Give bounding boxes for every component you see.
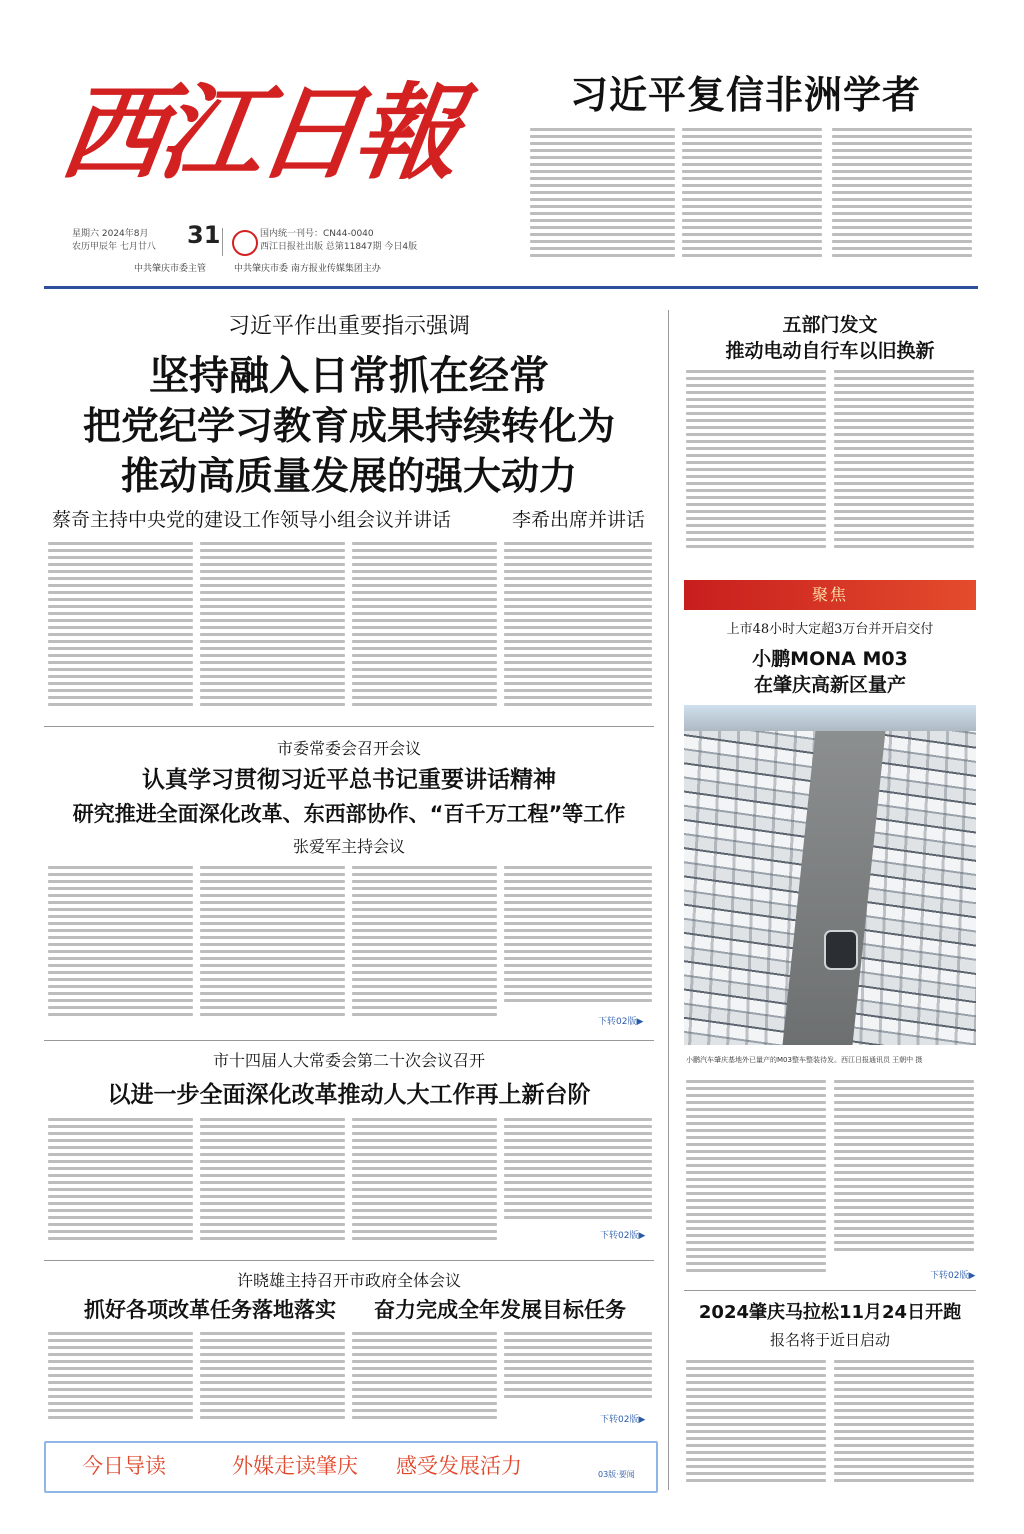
lead-headline-2[interactable]: 把党纪学习教育成果持续转化为 xyxy=(82,404,615,448)
top-story-column-3 xyxy=(832,128,972,262)
lead-headline-3[interactable]: 推动高质量发展的强大动力 xyxy=(120,454,577,498)
top-story-column-1 xyxy=(530,128,675,262)
right-story1-headline-2[interactable]: 推动电动自行车以旧换新 xyxy=(725,340,935,362)
right-story3-subhead[interactable]: 报名将于近日启动 xyxy=(769,1331,890,1349)
masthead-title: 西江日報 xyxy=(53,71,463,194)
story3-column-4 xyxy=(504,1118,652,1222)
right-story2-headline-2[interactable]: 在肇庆高新区量产 xyxy=(753,674,906,696)
factory-cars-photo xyxy=(684,705,976,1045)
top-story-headline[interactable]: 习近平复信非洲学者 xyxy=(570,73,922,117)
story4-headline-right[interactable]: 奋力完成全年发展目标任务 xyxy=(374,1298,626,1322)
story3-column-2 xyxy=(200,1118,345,1246)
lead-column-1 xyxy=(48,542,193,714)
right-section-rule xyxy=(684,1290,976,1291)
date-line-2: 农历甲辰年 七月廿八 xyxy=(72,242,156,252)
right-story1-headline-1[interactable]: 五部门发文 xyxy=(782,314,878,336)
section-rule-2 xyxy=(44,1040,654,1041)
story2-column-2 xyxy=(200,866,345,1026)
todays-guide-box[interactable] xyxy=(44,1441,658,1493)
story4-column-2 xyxy=(200,1332,345,1428)
day-number: 31 xyxy=(187,221,221,249)
story3-column-3 xyxy=(352,1118,497,1246)
story2-headline-1[interactable]: 认真学习贯彻习近平总书记重要讲话精神 xyxy=(142,767,556,793)
section-rule-3 xyxy=(44,1260,654,1261)
lead-subhead-right[interactable]: 李希出席并讲话 xyxy=(512,509,646,531)
right-story2-column-1 xyxy=(686,1080,826,1278)
lead-column-2 xyxy=(200,542,345,714)
guide-headline-2[interactable]: 感受发展活力 xyxy=(396,1454,522,1478)
publisher-line: 西江日报社出版 总第11847期 今日4版 xyxy=(260,242,418,252)
section-banner-label: 聚焦 xyxy=(811,585,848,604)
story4-continue-link[interactable]: 下转02版▶ xyxy=(600,1415,646,1425)
right-story2-headline-1[interactable]: 小鹏MONA M03 xyxy=(752,648,908,670)
lead-column-3 xyxy=(352,542,497,714)
section-rule-1 xyxy=(44,726,654,727)
photo-road xyxy=(782,731,885,1045)
story4-column-4 xyxy=(504,1332,652,1412)
story3-kicker[interactable]: 市十四届人大常委会第二十次会议召开 xyxy=(212,1051,485,1070)
story2-column-3 xyxy=(352,866,497,1026)
guide-page-ref[interactable]: 03版·要闻 xyxy=(598,1470,635,1479)
right-story2-kicker[interactable]: 上市48小时大定超3万台并开启交付 xyxy=(726,622,934,637)
story3-column-1 xyxy=(48,1118,193,1246)
lead-headline-1[interactable]: 坚持融入日常抓在经常 xyxy=(149,353,549,399)
story3-continue-link[interactable]: 下转02版▶ xyxy=(600,1231,646,1241)
guide-label: 今日导读 xyxy=(82,1454,166,1478)
story2-column-1 xyxy=(48,866,193,1026)
date-divider xyxy=(222,228,223,256)
masthead-rule xyxy=(44,286,978,289)
right-story3-headline[interactable]: 2024肇庆马拉松11月24日开跑 xyxy=(698,1302,962,1323)
photo-dark-car xyxy=(824,930,858,970)
story2-kicker[interactable]: 市委常委会召开会议 xyxy=(276,739,421,758)
story2-subhead[interactable]: 张爱军主持会议 xyxy=(292,837,405,856)
photo-sky xyxy=(684,705,976,731)
story4-kicker[interactable]: 许晓雄主持召开市政府全体会议 xyxy=(236,1271,461,1290)
story2-headline-2[interactable]: 研究推进全面深化改革、东西部协作、“百千万工程”等工作 xyxy=(72,802,626,826)
top-story-column-2 xyxy=(682,128,822,262)
right-story2-column-2 xyxy=(834,1080,974,1262)
lead-kicker[interactable]: 习近平作出重要指示强调 xyxy=(227,314,470,339)
date-line-1: 星期六 2024年8月 xyxy=(72,229,149,239)
column-divider xyxy=(668,310,669,1490)
lead-column-4 xyxy=(504,542,652,714)
masthead-logo xyxy=(53,58,492,208)
right-story1-column-2 xyxy=(834,370,974,556)
guide-headline-1[interactable]: 外媒走读肇庆 xyxy=(232,1454,358,1478)
story4-headline-left[interactable]: 抓好各项改革任务落地落实 xyxy=(84,1298,336,1322)
newspaper-emblem-icon xyxy=(232,230,258,256)
section-banner xyxy=(684,580,976,610)
photo-caption: 小鹏汽车肇庆基地外已量产的M03整车整装待发。西江日报通讯员 王朝中 摄 xyxy=(686,1056,923,1064)
sponsor-right: 中共肇庆市委 南方报业传媒集团主办 xyxy=(234,264,381,274)
right-story2-continue-link[interactable]: 下转02版▶ xyxy=(930,1271,976,1281)
right-story3-column-1 xyxy=(686,1360,826,1488)
right-story1-column-1 xyxy=(686,370,826,556)
story3-headline[interactable]: 以进一步全面深化改革推动人大工作再上新台阶 xyxy=(107,1082,591,1108)
story2-column-4 xyxy=(504,866,652,1008)
story4-column-3 xyxy=(352,1332,497,1428)
lead-subhead-left[interactable]: 蔡奇主持中央党的建设工作领导小组会议并讲话 xyxy=(52,509,452,531)
right-story3-column-2 xyxy=(834,1360,974,1488)
sponsor-left: 中共肇庆市委主管 xyxy=(134,264,207,274)
story2-continue-link[interactable]: 下转02版▶ xyxy=(598,1017,644,1027)
story4-column-1 xyxy=(48,1332,193,1428)
cn-number: 国内统一刊号：CN44-0040 xyxy=(260,229,374,239)
